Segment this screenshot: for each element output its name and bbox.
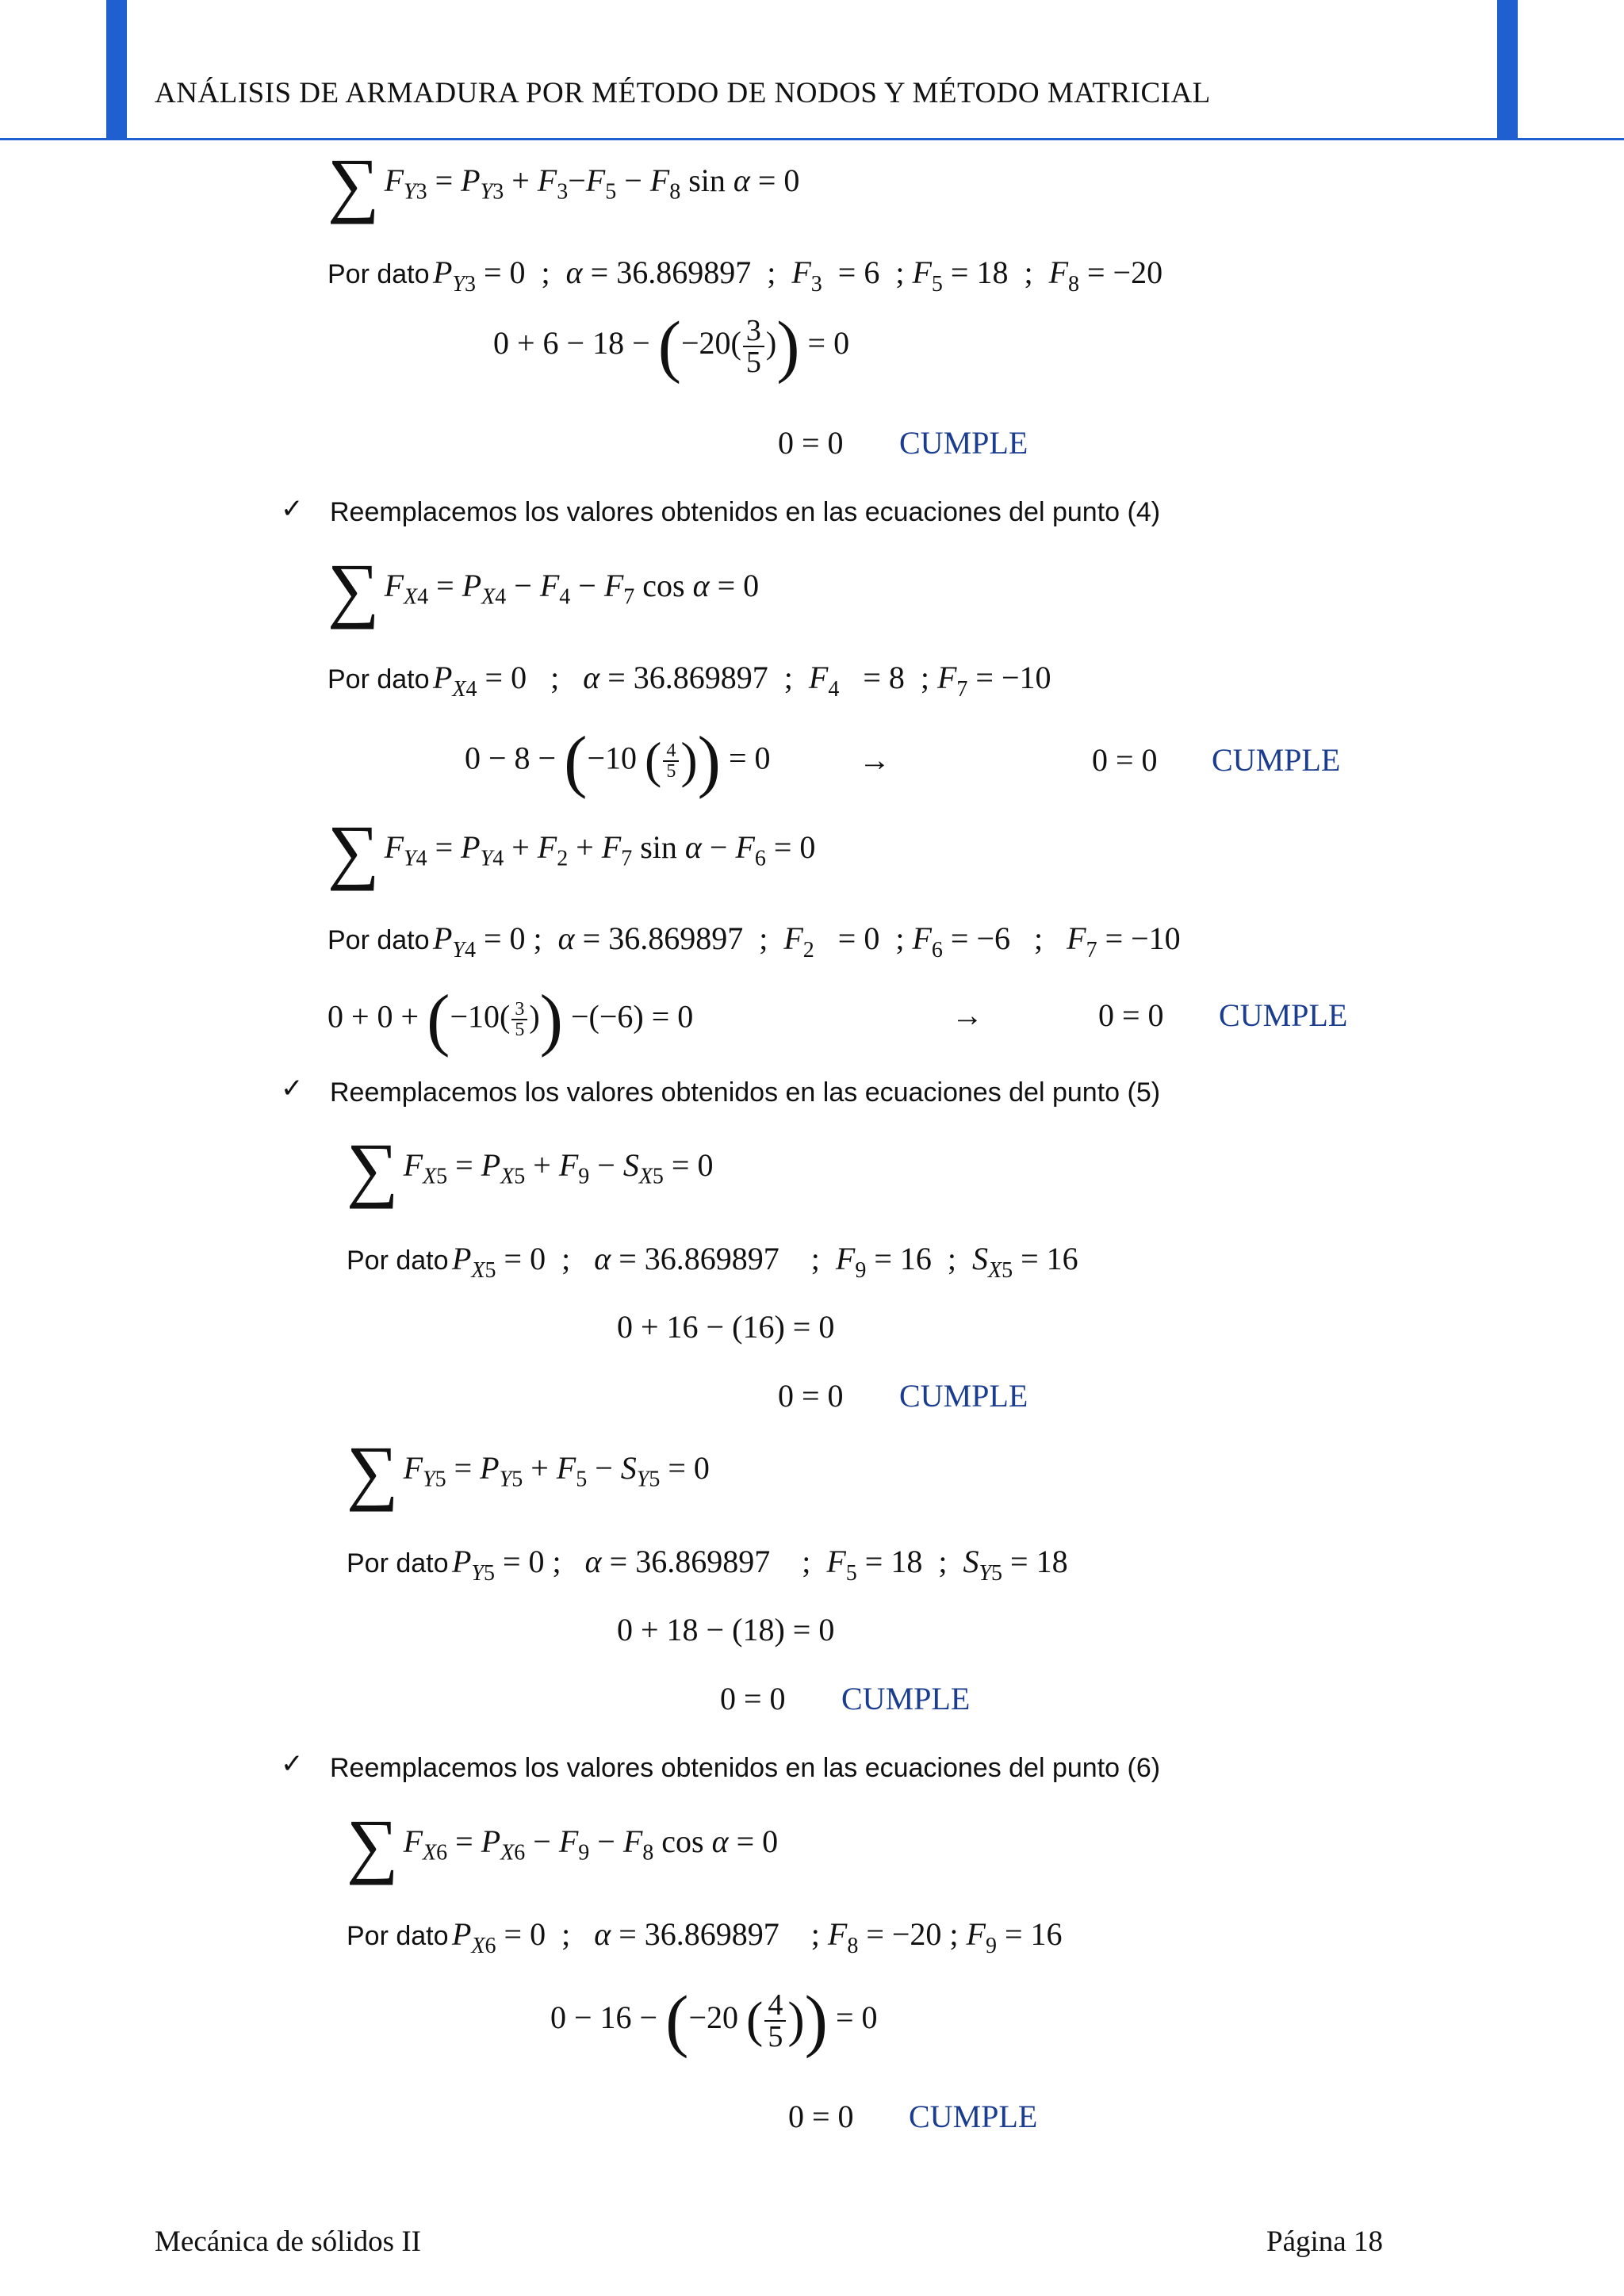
- data-line-y4: Por dato $P_{Y4} = 0$ ; α = 36.869897 ; $F_2 = 0$ ; $F_6 = -6$ ; $F_7 = -10$: [327, 920, 1181, 962]
- result-x5: 0 = 0: [778, 1378, 844, 1414]
- bullet-text-point-5: Reemplacemos los valores obtenidos en las ecuaciones del punto (5): [330, 1077, 1161, 1108]
- equation-sum-fx4: ∑ $F_{X4} = P_{X4} - F_4 - F_7$ cos α = 0: [327, 549, 760, 629]
- check-icon: ✓: [281, 1073, 304, 1104]
- substitution-x6: 0 − 16 − (−20 ( $\frac{4}{5}$ )) = 0: [550, 1982, 878, 2060]
- cumple-label: CUMPLE: [1219, 997, 1348, 1033]
- document-header-title: ANÁLISIS DE ARMADURA POR MÉTODO DE NODOS Y MÉTODO MATRICIAL: [155, 77, 1211, 109]
- result-x6: 0 = 0: [788, 2099, 854, 2134]
- header-accent-bar-left: [106, 0, 127, 140]
- footer-course-name: Mecánica de sólidos II: [155, 2225, 421, 2258]
- cumple-label: CUMPLE: [909, 2099, 1038, 2134]
- arrow-y4: →: [952, 997, 983, 1033]
- cumple-label: CUMPLE: [1212, 742, 1341, 778]
- arrow-x4: →: [859, 742, 891, 778]
- equation-sum-fx6: ∑ $F_{X6} = P_{X6} - F_9 - F_8$ cos α = 0: [347, 1804, 779, 1885]
- header-rule: [0, 138, 1624, 140]
- check-icon: ✓: [281, 493, 304, 525]
- data-line-x6: Por dato $P_{X6} = 0$ ; α = 36.869897 ; $F_8 = -20$ ; $F_9 = 16$: [347, 1916, 1063, 1958]
- result-y4: 0 = 0: [1098, 997, 1164, 1033]
- cumple-label: CUMPLE: [899, 425, 1028, 461]
- result-y3: 0 = 0: [778, 425, 844, 461]
- data-line-y5: Por dato $P_{Y5} = 0$ ; α = 36.869897 ; $F_5 = 18$ ; $S_{Y5} = 18$: [347, 1544, 1068, 1586]
- substitution-x5: 0 + 16 − (16) = 0: [617, 1309, 835, 1345]
- cumple-label: CUMPLE: [899, 1378, 1028, 1414]
- check-icon: ✓: [281, 1748, 304, 1780]
- substitution-x4: 0 − 8 − (−10 ( $\frac{4}{5}$ )) = 0: [465, 723, 771, 800]
- substitution-y3: 0 + 6 − 18 − (−20( $\frac{3}{5}$ )) = 0: [493, 308, 850, 385]
- equation-sum-fy5: ∑ $F_{Y5} = P_{Y5} + F_5 - S_{Y5} = 0$: [347, 1431, 710, 1512]
- equation-sum-fx5: ∑ $F_{X5} = P_{X5} + F_9 - S_{X5} = 0$: [347, 1128, 714, 1209]
- substitution-y4: 0 + 0 + (−10( $\frac{3}{5}$ )) −(−6) = 0: [327, 982, 694, 1058]
- result-y5: 0 = 0: [720, 1681, 786, 1716]
- header-accent-bar-right: [1497, 0, 1518, 140]
- equation-sum-fy4: ∑ $F_{Y4} = P_{Y4} + F_2 + F_7$ $\sin \alpha - F_6 = 0$: [327, 810, 816, 891]
- bullet-text-point-6: Reemplacemos los valores obtenidos en las ecuaciones del punto (6): [330, 1753, 1161, 1783]
- equation-sum-fy3: ∑ $F_{Y3} = P_{Y3} + F_3-F_5 - F_8$ sin α = 0: [327, 144, 800, 224]
- data-line-x5: Por dato $P_{X5} = 0$ ; α = 36.869897 ; $F_9 = 16$ ; $S_{X5} = 16$: [347, 1241, 1078, 1283]
- substitution-y5: 0 + 18 − (18) = 0: [617, 1612, 835, 1647]
- result-x4: 0 = 0: [1092, 742, 1158, 778]
- footer-page-number: Página 18: [1266, 2225, 1383, 2258]
- bullet-text-point-4: Reemplacemos los valores obtenidos en las ecuaciones del punto (4): [330, 497, 1161, 527]
- cumple-label: CUMPLE: [841, 1681, 971, 1716]
- data-line-y3: Por dato $P_{Y3} = 0$ ; α = 36.869897 ; $F_3 = 6$ ; $F_5 = 18$ ; $F_8 = -20$: [327, 254, 1163, 297]
- data-line-x4: Por dato $P_{X4} = 0$ ; α = 36.869897 ; $F_4 = 8$ ; $F_7 = -10$: [327, 660, 1051, 702]
